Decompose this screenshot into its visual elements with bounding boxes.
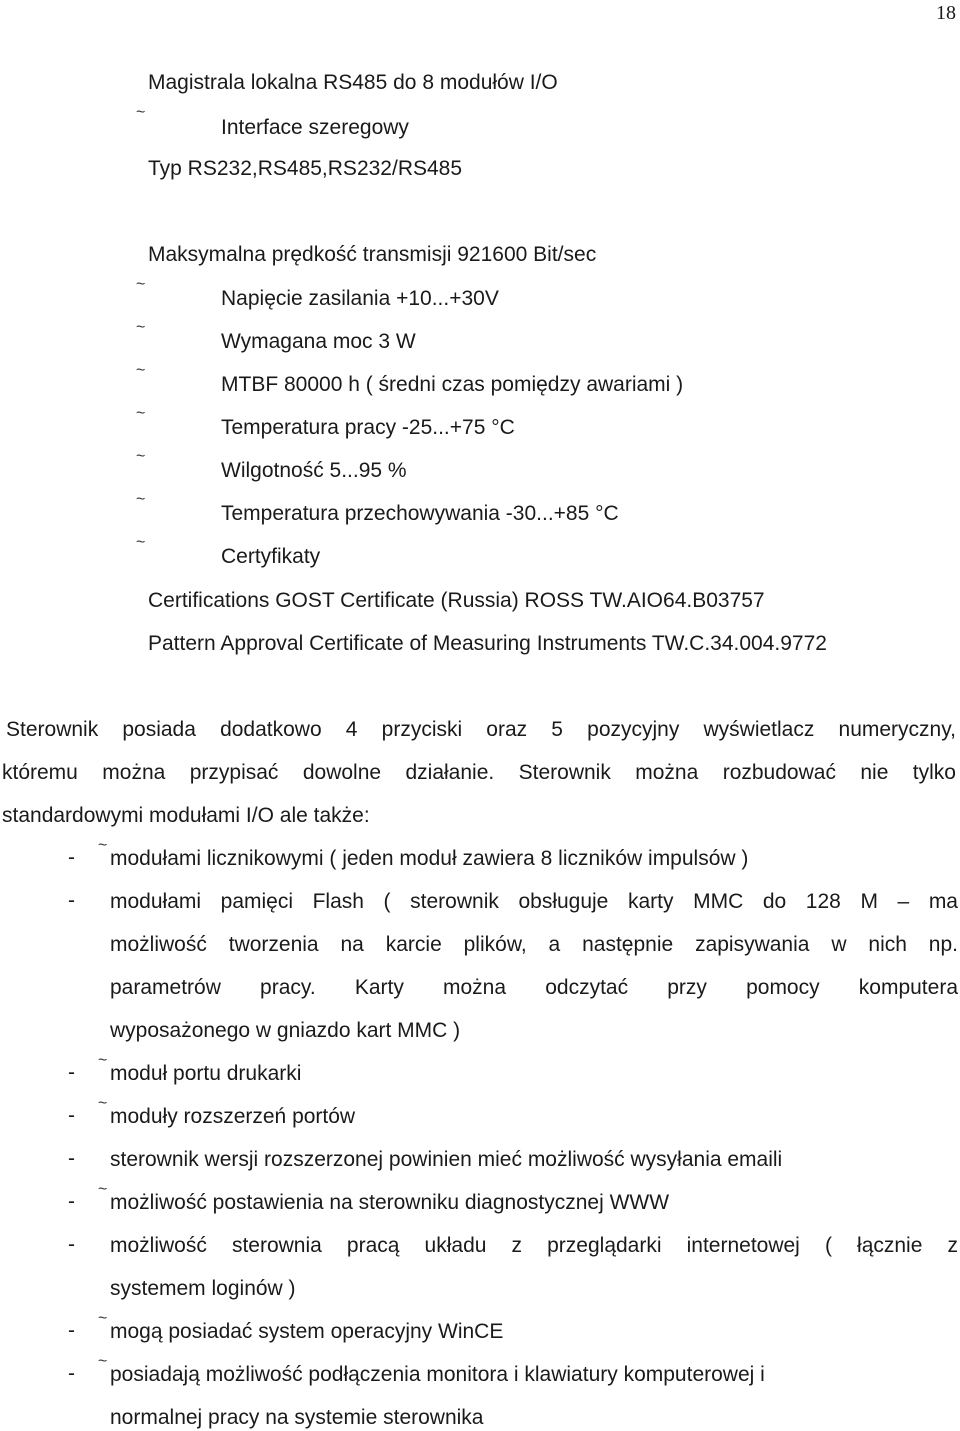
paragraph-line-3: standardowymi modułami I/O ale także:: [2, 804, 370, 827]
spec-line-type: Typ RS232,RS485,RS232/RS485: [148, 157, 463, 180]
tilde-mark: ~: [98, 1052, 108, 1069]
bullet-browser-control-line-2: systemem loginów ): [110, 1277, 296, 1300]
bullet-flash-modules-line-1: modułami pamięci Flash ( sterownik obsługuje karty MMC do 128 M – ma: [110, 890, 958, 913]
bullet-dash: -: [68, 846, 75, 869]
tilde-mark: ~: [98, 1353, 108, 1370]
bullet-monitor-line-2: normalnej pracy na systemie sterownika: [110, 1406, 484, 1429]
spec-line-voltage: Napięcie zasilania +10...+30V: [221, 287, 499, 310]
bullet-flash-modules-line-2: możliwość tworzenia na karcie plików, a następnie zapisywania w nich np.: [110, 933, 958, 956]
tilde-mark: ~: [136, 405, 146, 422]
bullet-wince: mogą posiadać system operacyjny WinCE: [110, 1320, 504, 1343]
spec-line-mtbf: MTBF 80000 h ( średni czas pomiędzy awariami ): [221, 373, 684, 396]
bullet-monitor-line-1: posiadają możliwość podłączenia monitora i klawiatury komputerowej i: [110, 1363, 765, 1386]
tilde-mark: ~: [136, 362, 146, 379]
bullet-port-expansion: moduły rozszerzeń portów: [110, 1105, 356, 1128]
bullet-dash: -: [68, 1190, 75, 1213]
bullet-dash: -: [68, 1362, 75, 1385]
bullet-dash: -: [68, 1061, 75, 1084]
bullet-counter-modules: modułami licznikowymi ( jeden moduł zawiera 8 liczników impulsów ): [110, 847, 749, 870]
paragraph-line-1: Sterownik posiada dodatkowo 4 przyciski oraz 5 pozycyjny wyświetlacz numeryczny,: [6, 718, 956, 741]
tilde-mark: ~: [98, 837, 108, 854]
bullet-dash: -: [68, 1147, 75, 1170]
bullet-browser-control-line-1: możliwość sterownia pracą układu z przeglądarki internetowej ( łącznie z: [110, 1234, 958, 1257]
bullet-printer-port: moduł portu drukarki: [110, 1062, 302, 1085]
tilde-mark: ~: [136, 104, 146, 121]
bullet-www: możliwość postawienia na sterowniku diagnostycznej WWW: [110, 1191, 670, 1214]
spec-line-op-temp: Temperatura pracy -25...+75 °C: [221, 416, 515, 439]
bullet-email: sterownik wersji rozszerzonej powinien mieć możliwość wysyłania emaili: [110, 1148, 783, 1171]
spec-line-storage-temp: Temperatura przechowywania -30...+85 °C: [221, 502, 619, 525]
spec-line-speed: Maksymalna prędkość transmisji 921600 Bit/sec: [148, 243, 597, 266]
spec-line-certs-heading: Certyfikaty: [221, 545, 321, 568]
tilde-mark: ~: [98, 1095, 108, 1112]
paragraph-line-2: któremu można przypisać dowolne działanie. Sterownik można rozbudować nie tylko: [2, 761, 956, 784]
tilde-mark: ~: [136, 448, 146, 465]
spec-line-gost: Certifications GOST Certificate (Russia) ROSS TW.AIO64.B03757: [148, 589, 765, 612]
bullet-dash: -: [68, 889, 75, 912]
spec-line-humidity: Wilgotność 5...95 %: [221, 459, 407, 482]
tilde-mark: ~: [98, 1181, 108, 1198]
spec-line-power: Wymagana moc 3 W: [221, 330, 416, 353]
bullet-flash-modules-line-3: parametrów pracy. Karty można odczytać przy pomocy komputera: [110, 976, 958, 999]
tilde-mark: ~: [136, 319, 146, 336]
spec-line-rs485: Magistrala lokalna RS485 do 8 modułów I/O: [148, 71, 558, 94]
spec-line-interface: Interface szeregowy: [221, 116, 409, 139]
tilde-mark: ~: [136, 276, 146, 293]
bullet-dash: -: [68, 1319, 75, 1342]
tilde-mark: ~: [98, 1310, 108, 1327]
spec-line-pattern: Pattern Approval Certificate of Measuring Instruments TW.C.34.004.9772: [148, 632, 827, 655]
tilde-mark: ~: [136, 491, 146, 508]
page-number: 18: [936, 2, 956, 24]
bullet-dash: -: [68, 1233, 75, 1256]
bullet-flash-modules-line-4: wyposażonego w gniazdo kart MMC ): [110, 1019, 461, 1042]
bullet-dash: -: [68, 1104, 75, 1127]
tilde-mark: ~: [136, 534, 146, 551]
